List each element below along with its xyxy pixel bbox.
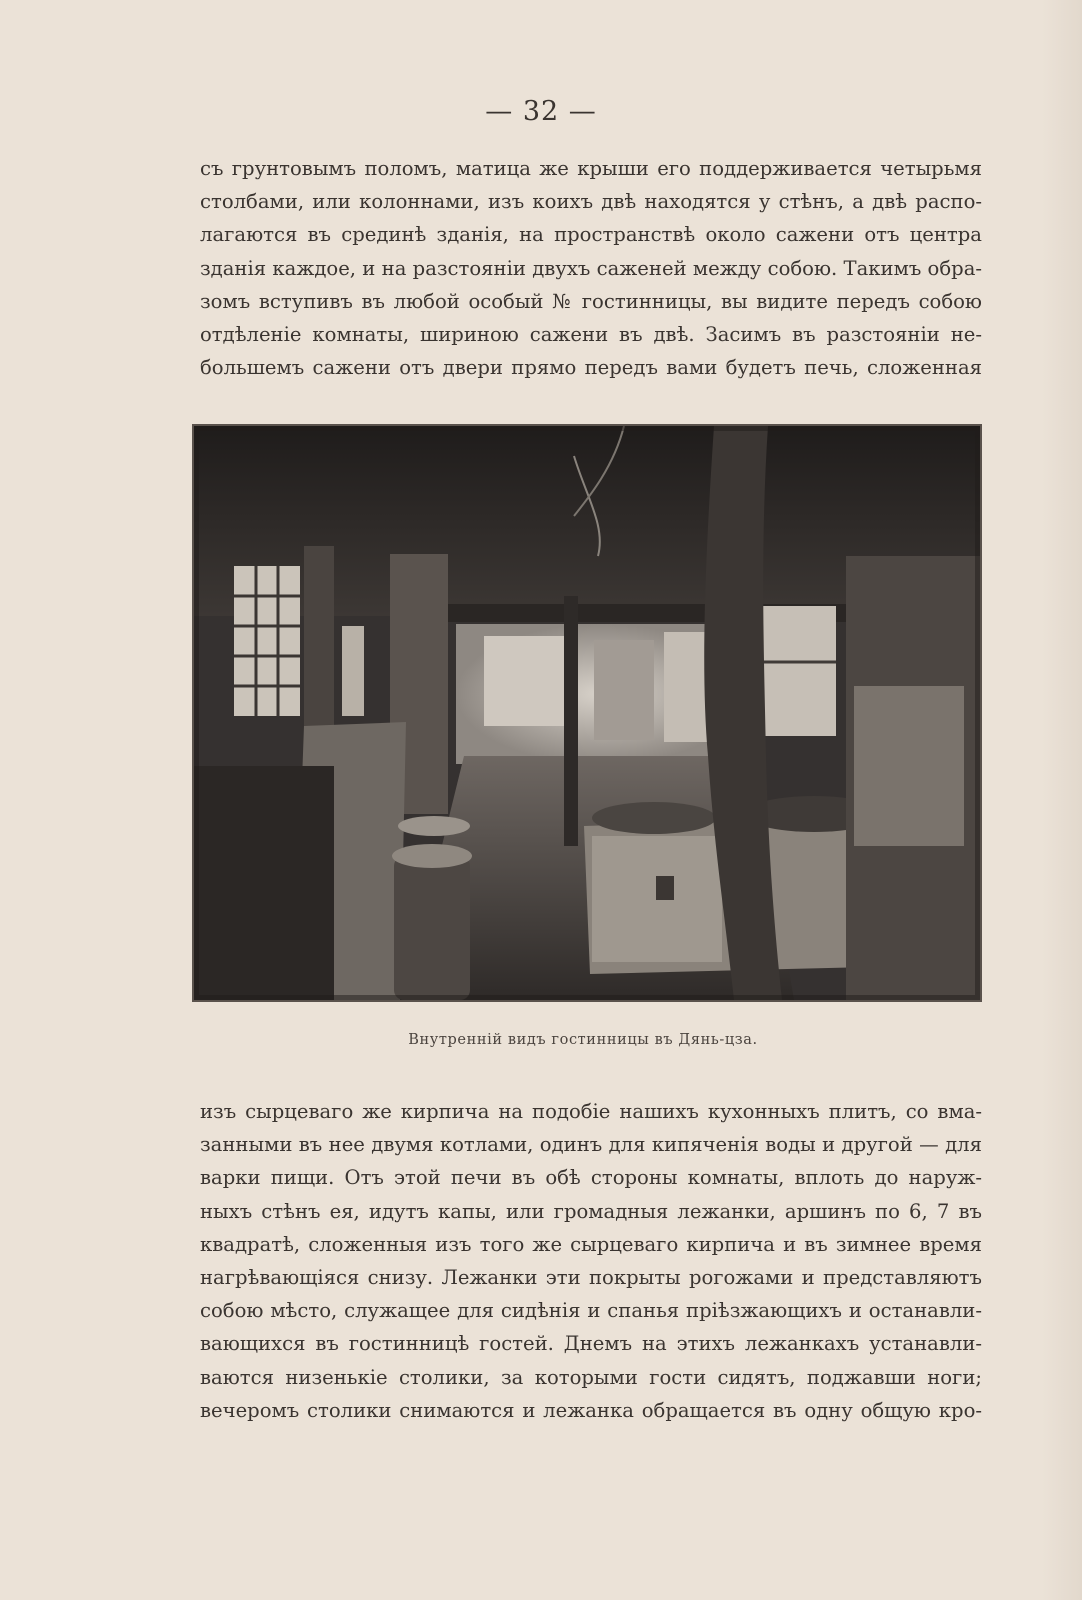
text-line: изъ сырцеваго же кирпича на подобіе нашихъ кухонныхъ плитъ, со вма- [200, 1100, 982, 1123]
text-line: зомъ вступивъ въ любой особый № гостинницы, вы видите передъ собою [200, 289, 982, 313]
text-line: лагаются въ срединѣ зданія, на пространствѣ около сажени отъ центра [200, 223, 982, 247]
text-line: варки пищи. Отъ этой печи въ обѣ стороны комнаты, вплоть до наруж- [200, 1166, 982, 1190]
text-line: столбами, или колоннами, изъ коихъ двѣ находятся у стѣнъ, а двѣ распо- [200, 190, 982, 214]
text-line: нагрѣвающіяся снизу. Лежанки эти покрыты рогожами и представляютъ [200, 1265, 982, 1289]
text-line: отдѣленіе комнаты, шириною сажени въ двѣ. Засимъ въ разстояніи не- [200, 322, 982, 346]
text-line: съ грунтовымъ поломъ, матица же крыши его поддерживается четырьмя [200, 157, 982, 180]
text-line: квадратѣ, сложенныя изъ того же сырцеваго кирпича и въ зимнее время [200, 1232, 982, 1256]
text-line: занными въ нее двумя котлами, одинъ для кипяченія воды и другой — для [200, 1133, 982, 1157]
text-line: ваются низенькіе столики, за которыми гости сидятъ, поджавши ноги; [200, 1365, 982, 1389]
text-line: ныхъ стѣнъ ея, идутъ капы, или громадныя лежанки, аршинъ по 6, 7 въ [200, 1199, 982, 1223]
text-line: вающихся въ гостинницѣ гостей. Днемъ на этихъ лежанкахъ устанавли- [200, 1332, 982, 1356]
text-line: зданія каждое, и на разстояніи двухъ саженей между собою. Такимъ обра- [200, 256, 982, 280]
paragraph-bottom [200, 1095, 982, 1427]
text-line: собою мѣсто, служащее для сидѣнія и спанья пріѣзжающихъ и останавли- [200, 1299, 982, 1323]
inn-interior-photograph [192, 424, 982, 1002]
text-line: большемъ сажени отъ двери прямо передъ вами будетъ печь, сложенная [200, 356, 982, 380]
figure-caption: Внутренній видъ гостинницы въ Дянь-цза. [408, 1032, 758, 1048]
paragraph-top [200, 152, 982, 384]
page-edge-shadow [1042, 0, 1082, 1600]
text-line: вечеромъ столики снимаются и лежанка обращается въ одну общую кро- [200, 1398, 982, 1422]
page-number: — 32 — [485, 96, 597, 127]
